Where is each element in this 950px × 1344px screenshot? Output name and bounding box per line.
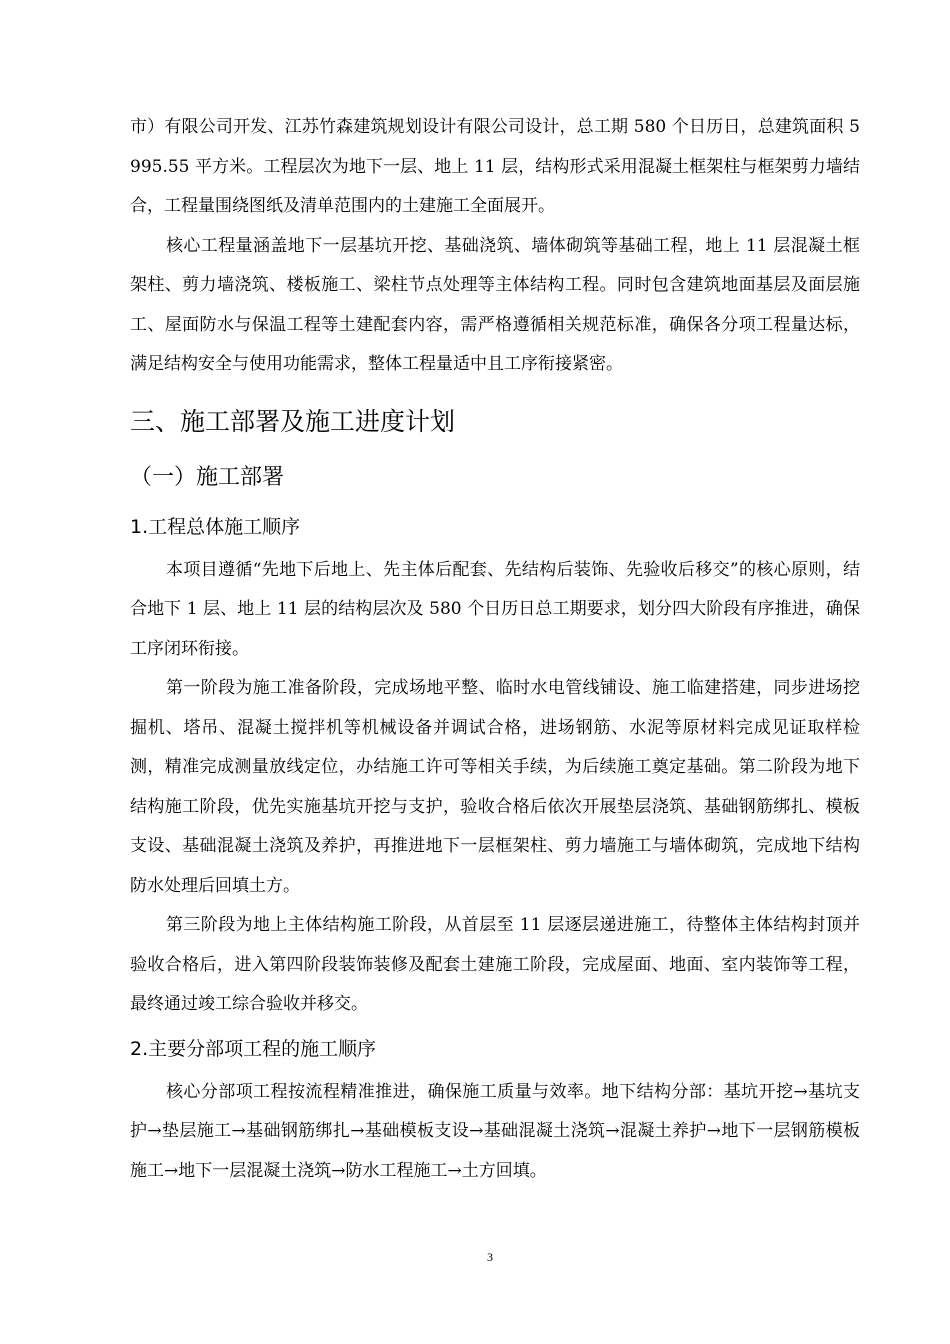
- page-number: 3: [487, 1250, 493, 1264]
- item-heading-sub-project-sequence: 2.主要分部项工程的施工顺序: [130, 1037, 377, 1060]
- page-content: [130, 108, 860, 1191]
- body-paragraph-project-overview: 市）有限公司开发、江苏竹森建筑规划设计有限公司设计，总工期 580 个日历日，总建筑面积 5995.55 平方米。工程层次为地下一层、地上 11 层，结构形式采用混凝土框架柱与框架剪力墙结合，工程量围绕图纸及清单范围内的土建施工全面展开。: [130, 117, 860, 216]
- body-paragraph-core-quantities: 核心工程量涵盖地下一层基坑开挖、基础浇筑、墙体砌筑等基础工程，地上 11 层混凝土框架柱、剪力墙浇筑、楼板施工、梁柱节点处理等主体结构工程。同时包含建筑地面基层及面层施工、屋面防水与保温工程等土建配套内容，需严格遵循相关规范标准，确保各分项工程量达标，满足结构安全与使用功能需求，整体工程量适中且工序衔接紧密。: [130, 235, 860, 374]
- subsection-heading-deployment: （一）施工部署: [130, 464, 285, 490]
- body-paragraph-principles: 本项目遵循“先地下后地上、先主体后配套、先结构后装饰、先验收后移交”的核心原则，结合地下 1 层、地上 11 层的结构层次及 580 个日历日总工期要求，划分四大阶段有序推进，确保工序闭环衔接。: [130, 559, 860, 659]
- body-paragraph-stage-three-four: 第三阶段为地上主体结构施工阶段，从首层至 11 层逐层递进施工，待整体主体结构封顶并验收合格后，进入第四阶段装饰装修及配套土建施工阶段，完成屋面、地面、室内装饰等工程，最终通过竣工综合验收并移交。: [130, 915, 860, 1014]
- body-paragraph-underground-sequence: 核心分部项工程按流程精准推进，确保施工质量与效率。地下结构分部：基坑开挖→基坑支护→垫层施工→基础钢筋绑扎→基础模板支设→基础混凝土浇筑→混凝土养护→地下一层钢筋模板施工→地下一层混凝土浇筑→防水工程施工→土方回填。: [130, 1081, 860, 1181]
- item-heading-overall-sequence: 1.工程总体施工顺序: [130, 515, 301, 538]
- body-paragraph-stage-one-two: 第一阶段为施工准备阶段，完成场地平整、临时水电管线铺设、施工临建搭建，同步进场挖掘机、塔吊、混凝土搅拌机等机械设备并调试合格，进场钢筋、水泥等原材料完成见证取样检测，精准完成测量放线定位，办结施工许可等相关手续，为后续施工奠定基础。第二阶段为地下结构施工阶段，优先实施基坑开挖与支护，验收合格后依次开展垫层浇筑、基础钢筋绑扎、模板支设、基础混凝土浇筑及养护，再推进地下一层框架柱、剪力墙施工与墙体砌筑，完成地下结构防水处理后回填土方。: [130, 678, 860, 896]
- section-heading-construction-deployment: 三、施工部署及施工进度计划: [130, 406, 456, 436]
